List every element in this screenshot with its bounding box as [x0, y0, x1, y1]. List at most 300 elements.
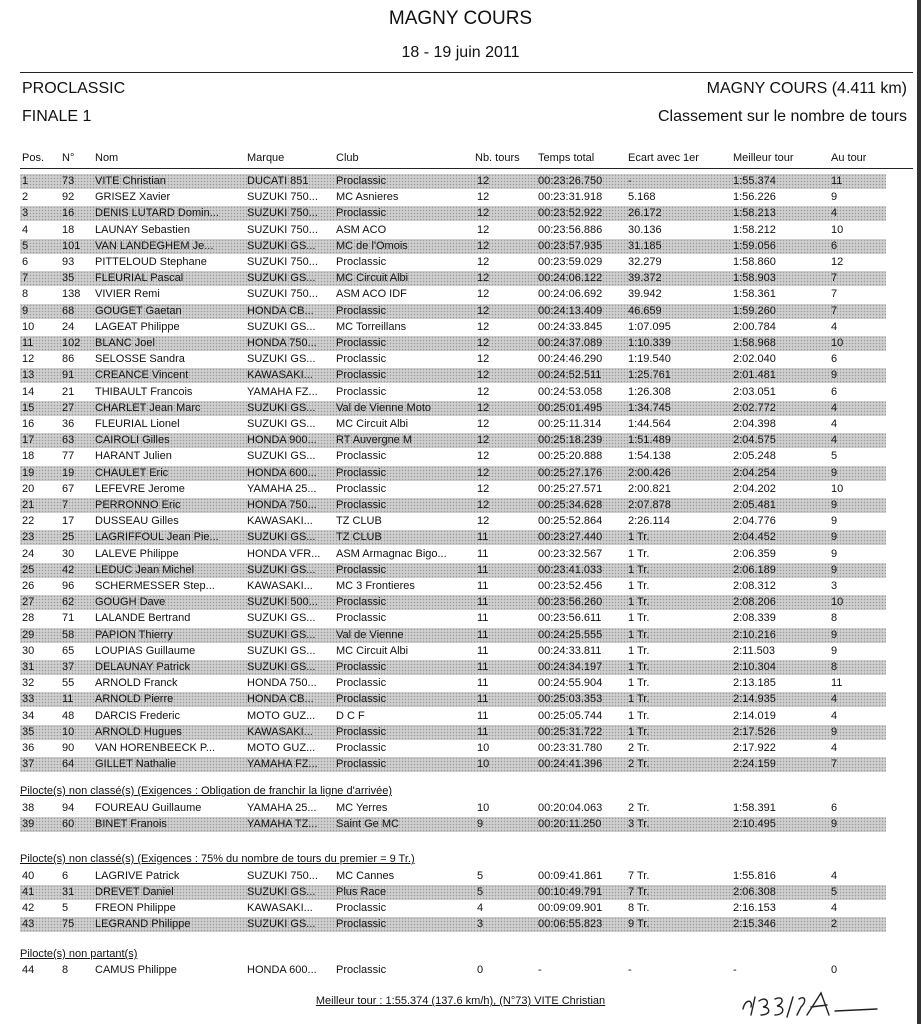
- row-club: Saint Ge MC: [336, 818, 399, 830]
- row-pos: 36: [22, 742, 35, 754]
- table-row: [20, 611, 886, 626]
- row-laps: 3: [477, 918, 484, 930]
- row-name: ARNOLD Hugues: [95, 725, 182, 738]
- row-name: DREVET Daniel: [95, 886, 174, 898]
- row-laps: 11: [477, 612, 489, 625]
- row-gap: 1 Tr.: [628, 531, 650, 544]
- row-laps: 10: [477, 758, 490, 771]
- row-best: 1:58.212: [733, 223, 776, 236]
- row-gap: 3 Tr.: [628, 818, 650, 830]
- row-marque: SUZUKI 750...: [247, 223, 318, 236]
- row-name: DELAUNAY Patrick: [95, 661, 190, 673]
- row-num: 5: [62, 902, 69, 914]
- row-bestlap: 4: [831, 434, 838, 447]
- row-num: 64: [62, 758, 75, 771]
- row-club: D C F: [336, 709, 365, 722]
- row-total: -: [538, 964, 542, 976]
- row-bestlap: 7: [831, 272, 838, 285]
- col-laps: Nb. tours: [475, 152, 520, 164]
- row-num: 68: [62, 304, 75, 317]
- row-club: Proclassic: [336, 677, 387, 690]
- row-pos: 14: [22, 385, 35, 398]
- row-marque: SUZUKI GS...: [247, 661, 316, 673]
- row-best: 1:58.968: [733, 337, 776, 349]
- col-bestlap: Au tour: [831, 152, 867, 164]
- row-gap: 46.659: [628, 304, 662, 317]
- row-num: 18: [62, 223, 75, 236]
- table-row: [20, 433, 886, 448]
- row-bestlap: 10: [831, 337, 844, 349]
- ranking-label: Classement sur le nombre de tours: [658, 108, 907, 125]
- row-name: GILLET Nathalie: [95, 758, 177, 771]
- row-name: FOUREAU Guillaume: [95, 802, 202, 814]
- row-best: 2:04.452: [733, 531, 776, 544]
- row-bestlap: 9: [831, 563, 838, 576]
- row-num: 77: [62, 450, 75, 463]
- row-name: FLEURIAL Pascal: [95, 272, 184, 285]
- row-marque: YAMAHA 25...: [247, 482, 317, 495]
- row-pos: 5: [22, 239, 29, 252]
- row-name: BINET Franois: [95, 818, 167, 830]
- row-num: 138: [62, 288, 81, 301]
- row-num: 65: [62, 644, 75, 657]
- row-total: 00:25:20.888: [538, 450, 603, 463]
- table-row: [20, 563, 886, 578]
- row-club: Proclassic: [336, 612, 387, 625]
- col-best: Meilleur tour: [733, 152, 794, 164]
- row-club: MC Circuit Albi: [336, 418, 409, 430]
- row-name: FREON Philippe: [95, 902, 176, 914]
- table-row: [20, 644, 886, 659]
- row-total: 00:25:11.314: [538, 418, 602, 430]
- row-name: CAMUS Philippe: [95, 964, 177, 976]
- event-dates: 18 - 19 juin 2011: [401, 44, 520, 61]
- row-marque: YAMAHA 25...: [247, 802, 317, 814]
- row-bestlap: 9: [831, 644, 838, 657]
- row-best: -: [733, 964, 737, 976]
- row-gap: 1 Tr.: [628, 644, 650, 657]
- row-num: 24: [62, 320, 75, 333]
- row-marque: SUZUKI 750...: [247, 207, 318, 220]
- row-name: ARNOLD Franck: [95, 677, 178, 690]
- row-gap: 1:19.540: [628, 353, 671, 366]
- row-laps: 12: [477, 434, 490, 447]
- row-laps: 11: [477, 563, 489, 576]
- row-total: 00:23:31.918: [538, 191, 603, 204]
- row-best: 2:10.216: [733, 628, 776, 641]
- row-marque: YAMAHA TZ...: [247, 818, 318, 830]
- table-row: [20, 869, 886, 884]
- row-name: VAN LANDEGHEM Je...: [95, 239, 214, 252]
- row-best: 2:16.153: [733, 902, 776, 914]
- row-gap: 5.168: [628, 191, 656, 204]
- row-laps: 12: [477, 515, 490, 528]
- row-pos: 25: [22, 563, 35, 576]
- row-best: 1:58.391: [733, 802, 776, 814]
- row-club: Proclassic: [336, 369, 387, 382]
- row-best: 2:05.481: [733, 499, 776, 511]
- row-bestlap: 6: [831, 385, 838, 398]
- row-pos: 16: [22, 418, 35, 430]
- table-row: [20, 801, 886, 816]
- row-total: 00:24:52.511: [538, 369, 602, 382]
- row-best: 1:58.860: [733, 256, 776, 268]
- row-gap: 1:26.308: [628, 385, 671, 398]
- row-name: SELOSSE Sandra: [95, 353, 185, 366]
- table-row: [20, 741, 886, 756]
- table-row: [20, 725, 886, 740]
- row-total: 00:24:53.058: [538, 385, 603, 398]
- row-bestlap: 9: [831, 191, 838, 204]
- row-marque: HONDA CB...: [247, 693, 314, 706]
- row-marque: SUZUKI GS...: [247, 644, 316, 657]
- row-num: 63: [62, 434, 75, 447]
- row-club: Proclassic: [336, 902, 387, 914]
- row-bestlap: 4: [831, 709, 838, 722]
- row-laps: 12: [477, 320, 490, 333]
- row-best: 2:08.312: [733, 580, 776, 592]
- row-total: 00:25:27.176: [538, 466, 603, 479]
- row-laps: 11: [477, 547, 489, 560]
- row-total: 00:20:11.250: [538, 818, 602, 830]
- col-num: N°: [62, 152, 75, 164]
- row-bestlap: 3: [831, 580, 838, 592]
- row-num: 48: [62, 709, 75, 722]
- table-row: [20, 417, 886, 432]
- table-row: [20, 401, 886, 416]
- row-num: 7: [62, 499, 69, 511]
- row-laps: 11: [477, 644, 489, 657]
- row-name: GOUGH Dave: [95, 596, 166, 609]
- row-num: 35: [62, 272, 75, 285]
- row-bestlap: 12: [831, 256, 844, 268]
- row-laps: 12: [477, 369, 490, 382]
- row-marque: SUZUKI GS...: [247, 239, 316, 252]
- row-club: Proclassic: [336, 758, 387, 771]
- row-laps: 12: [477, 191, 490, 204]
- row-bestlap: 5: [831, 886, 838, 898]
- row-gap: 8 Tr.: [628, 902, 650, 914]
- row-bestlap: 11: [831, 677, 843, 690]
- row-total: 00:24:55.904: [538, 677, 603, 690]
- row-bestlap: 9: [831, 466, 838, 479]
- row-best: 2:17.922: [733, 742, 776, 754]
- row-num: 94: [62, 802, 75, 814]
- row-num: 11: [62, 693, 74, 706]
- col-pos: Pos.: [22, 152, 45, 164]
- row-pos: 29: [22, 628, 35, 641]
- row-pos: 41: [22, 886, 35, 898]
- row-total: 00:10:49.791: [538, 886, 603, 898]
- row-club: Proclassic: [336, 918, 387, 930]
- row-total: 00:25:27.571: [538, 482, 603, 495]
- table-row: [20, 963, 886, 978]
- table-row: [20, 336, 886, 351]
- row-total: 00:23:56.886: [538, 223, 603, 236]
- table-row: [20, 901, 886, 916]
- row-best: 2:14.935: [733, 693, 776, 706]
- row-name: PERRONNO Eric: [95, 499, 181, 511]
- row-pos: 23: [22, 531, 35, 544]
- row-gap: 39.372: [628, 272, 662, 285]
- row-name: LAUNAY Sebastien: [95, 223, 190, 236]
- row-club: MC Yerres: [336, 802, 388, 814]
- table-row: [20, 385, 886, 400]
- row-total: 00:24:37.089: [538, 337, 603, 349]
- row-club: Proclassic: [336, 742, 387, 754]
- row-total: 00:25:01.495: [538, 401, 603, 414]
- row-bestlap: 5: [831, 450, 838, 463]
- row-best: 2:06.359: [733, 547, 776, 560]
- col-name: Nom: [95, 152, 119, 164]
- row-club: MC Cannes: [336, 870, 395, 882]
- row-best: 2:10.304: [733, 661, 776, 673]
- row-name: DUSSEAU Gilles: [95, 515, 179, 528]
- row-pos: 43: [22, 918, 35, 930]
- row-name: HARANT Julien: [95, 450, 172, 463]
- row-num: 93: [62, 256, 75, 268]
- circuit-label: MAGNY COURS (4.411 km): [706, 80, 907, 97]
- row-marque: KAWASAKI...: [247, 515, 313, 528]
- row-bestlap: 8: [831, 661, 838, 673]
- row-bestlap: 4: [831, 902, 838, 914]
- row-bestlap: 10: [831, 482, 844, 495]
- row-gap: 26.172: [628, 207, 662, 220]
- row-best: 2:15.346: [733, 918, 776, 930]
- row-name: VAN HORENBEECK P...: [95, 742, 216, 754]
- row-total: 00:23:32.567: [538, 547, 603, 560]
- row-num: 86: [62, 353, 75, 366]
- row-laps: 12: [477, 223, 490, 236]
- row-name: CAIROLI Gilles: [95, 434, 170, 447]
- row-club: Proclassic: [336, 661, 387, 673]
- row-laps: 12: [477, 466, 490, 479]
- row-laps: 11: [477, 531, 489, 544]
- row-marque: SUZUKI GS...: [247, 320, 316, 333]
- row-gap: 2:00.821: [628, 482, 671, 495]
- table-row: [20, 885, 886, 900]
- row-pos: 1: [22, 175, 29, 187]
- row-bestlap: 7: [831, 288, 838, 301]
- table-row: [20, 917, 886, 932]
- col-gap: Ecart avec 1er: [628, 152, 699, 164]
- row-pos: 40: [22, 870, 35, 882]
- row-bestlap: 4: [831, 320, 838, 333]
- row-total: 00:24:33.811: [538, 644, 602, 657]
- row-total: 00:24:06.692: [538, 288, 603, 301]
- row-gap: 1 Tr.: [628, 580, 650, 592]
- row-name: PITTELOUD Stephane: [95, 256, 207, 268]
- row-num: 102: [62, 337, 81, 349]
- row-pos: 18: [22, 450, 35, 463]
- header-rule: [20, 72, 913, 73]
- row-gap: 1 Tr.: [628, 693, 650, 706]
- row-name: DENIS LUTARD Domin...: [95, 207, 219, 220]
- row-laps: 9: [477, 818, 484, 830]
- row-total: 00:24:46.290: [538, 353, 603, 366]
- row-pos: 4: [22, 223, 29, 236]
- row-total: 00:23:56.611: [538, 612, 602, 625]
- row-pos: 34: [22, 709, 35, 722]
- table-row: [20, 449, 886, 464]
- row-pos: 38: [22, 802, 35, 814]
- row-name: GOUGET Gaetan: [95, 304, 182, 317]
- row-name: SCHERMESSER Step...: [95, 580, 215, 592]
- row-name: LEGRAND Philippe: [95, 918, 191, 930]
- row-laps: 12: [477, 175, 490, 187]
- row-laps: 12: [477, 272, 490, 285]
- row-laps: 12: [477, 450, 490, 463]
- row-pos: 9: [22, 304, 29, 317]
- row-gap: 9 Tr.: [628, 918, 650, 930]
- row-laps: 11: [477, 596, 489, 609]
- row-club: Proclassic: [336, 466, 387, 479]
- row-best: 1:55.816: [733, 870, 776, 882]
- row-club: ASM ACO: [336, 223, 387, 236]
- row-num: 25: [62, 531, 75, 544]
- row-laps: 11: [477, 661, 489, 673]
- row-name: VITE Christian: [95, 175, 166, 187]
- row-pos: 15: [22, 401, 35, 414]
- row-name: LAGEAT Philippe: [95, 320, 180, 333]
- row-total: 00:23:27.440: [538, 531, 603, 544]
- row-club: MC 3 Frontieres: [336, 580, 415, 592]
- row-bestlap: 4: [831, 207, 838, 220]
- row-pos: 26: [22, 580, 35, 592]
- row-club: Proclassic: [336, 693, 387, 706]
- table-row: [20, 352, 886, 367]
- row-gap: 1 Tr.: [628, 661, 650, 673]
- row-best: 2:04.575: [733, 434, 776, 447]
- row-laps: 12: [477, 499, 490, 511]
- row-num: 58: [62, 628, 75, 641]
- row-laps: 11: [477, 693, 489, 706]
- row-club: Proclassic: [336, 353, 387, 366]
- row-bestlap: 9: [831, 628, 838, 641]
- table-row: [20, 206, 886, 221]
- row-num: 16: [62, 207, 75, 220]
- row-name: LEDUC Jean Michel: [95, 563, 195, 576]
- row-marque: SUZUKI GS...: [247, 450, 316, 463]
- row-num: 91: [62, 369, 75, 382]
- row-marque: SUZUKI 750...: [247, 191, 318, 204]
- row-marque: MOTO GUZ...: [247, 709, 316, 722]
- row-best: 1:58.361: [733, 288, 776, 301]
- row-club: Proclassic: [336, 304, 387, 317]
- row-pos: 12: [22, 353, 35, 366]
- row-bestlap: 9: [831, 515, 838, 528]
- row-name: LAGRIFFOUL Jean Pie...: [95, 531, 219, 544]
- table-row: [20, 271, 886, 286]
- row-best: 2:05.248: [733, 450, 776, 463]
- row-pos: 20: [22, 482, 35, 495]
- row-name: BLANC Joel: [95, 337, 155, 349]
- row-club: Proclassic: [336, 482, 387, 495]
- row-num: 19: [62, 466, 75, 479]
- row-club: Proclassic: [336, 596, 387, 609]
- table-row: [20, 368, 886, 383]
- row-bestlap: 9: [831, 547, 838, 560]
- row-gap: 1:10.339: [628, 337, 671, 349]
- row-num: 8: [62, 964, 69, 976]
- row-gap: 2 Tr.: [628, 742, 650, 754]
- row-total: 00:23:57.935: [538, 239, 603, 252]
- row-marque: SUZUKI GS...: [247, 353, 316, 366]
- row-total: 00:09:41.861: [538, 870, 603, 882]
- row-pos: 44: [22, 964, 35, 976]
- row-pos: 8: [22, 288, 29, 301]
- table-row: [20, 482, 886, 497]
- row-best: 2:04.254: [733, 466, 776, 479]
- row-laps: 12: [477, 401, 490, 414]
- row-gap: 7 Tr.: [628, 870, 650, 882]
- row-bestlap: 6: [831, 353, 838, 366]
- row-marque: HONDA CB...: [247, 304, 314, 317]
- row-num: 17: [62, 515, 75, 528]
- row-total: 00:06:55.823: [538, 918, 603, 930]
- row-marque: SUZUKI 500...: [247, 596, 318, 609]
- row-gap: 1:34.745: [628, 401, 671, 414]
- row-total: 00:20:04.063: [538, 802, 603, 814]
- row-bestlap: 9: [831, 369, 838, 382]
- row-club: Proclassic: [336, 256, 387, 268]
- row-num: 73: [62, 175, 75, 187]
- row-gap: 2:26.114: [628, 515, 671, 528]
- row-laps: 12: [477, 353, 490, 366]
- row-bestlap: 4: [831, 418, 838, 430]
- row-club: Plus Race: [336, 886, 387, 898]
- row-bestlap: 9: [831, 531, 838, 544]
- row-gap: 2 Tr.: [628, 758, 650, 771]
- row-total: 00:25:34.628: [538, 499, 603, 511]
- row-num: 75: [62, 918, 75, 930]
- column-headers: [0, 152, 921, 166]
- row-gap: 1:44.564: [628, 418, 671, 430]
- row-marque: KAWASAKI...: [247, 369, 313, 382]
- row-num: 67: [62, 482, 75, 495]
- row-best: 2:10.495: [733, 818, 776, 830]
- row-pos: 11: [22, 337, 34, 349]
- row-bestlap: 4: [831, 870, 838, 882]
- row-marque: DUCATI 851: [247, 175, 309, 187]
- row-best: 2:04.776: [733, 515, 776, 528]
- row-name: VIVIER Remi: [95, 288, 160, 301]
- row-marque: SUZUKI GS...: [247, 418, 316, 430]
- row-bestlap: 6: [831, 239, 838, 252]
- row-total: 00:24:06.122: [538, 272, 603, 285]
- row-bestlap: 9: [831, 499, 838, 511]
- row-laps: 10: [477, 802, 490, 814]
- row-num: 96: [62, 580, 75, 592]
- row-num: 21: [62, 385, 75, 398]
- row-marque: SUZUKI 750...: [247, 288, 318, 301]
- row-num: 37: [62, 661, 75, 673]
- row-marque: SUZUKI GS...: [247, 886, 316, 898]
- row-gap: 2:00.426: [628, 466, 671, 479]
- row-pos: 37: [22, 758, 35, 771]
- row-pos: 42: [22, 902, 35, 914]
- event-title: MAGNY COURS: [388, 8, 533, 29]
- row-gap: 1:51.489: [628, 434, 671, 447]
- table-row: [20, 817, 886, 832]
- table-row: [20, 174, 886, 189]
- row-laps: 12: [477, 207, 490, 220]
- row-club: Proclassic: [336, 563, 387, 576]
- row-club: MC Asnieres: [336, 191, 399, 204]
- row-best: 2:11.503: [733, 644, 776, 657]
- row-num: 60: [62, 818, 75, 830]
- row-marque: SUZUKI GS...: [247, 531, 316, 544]
